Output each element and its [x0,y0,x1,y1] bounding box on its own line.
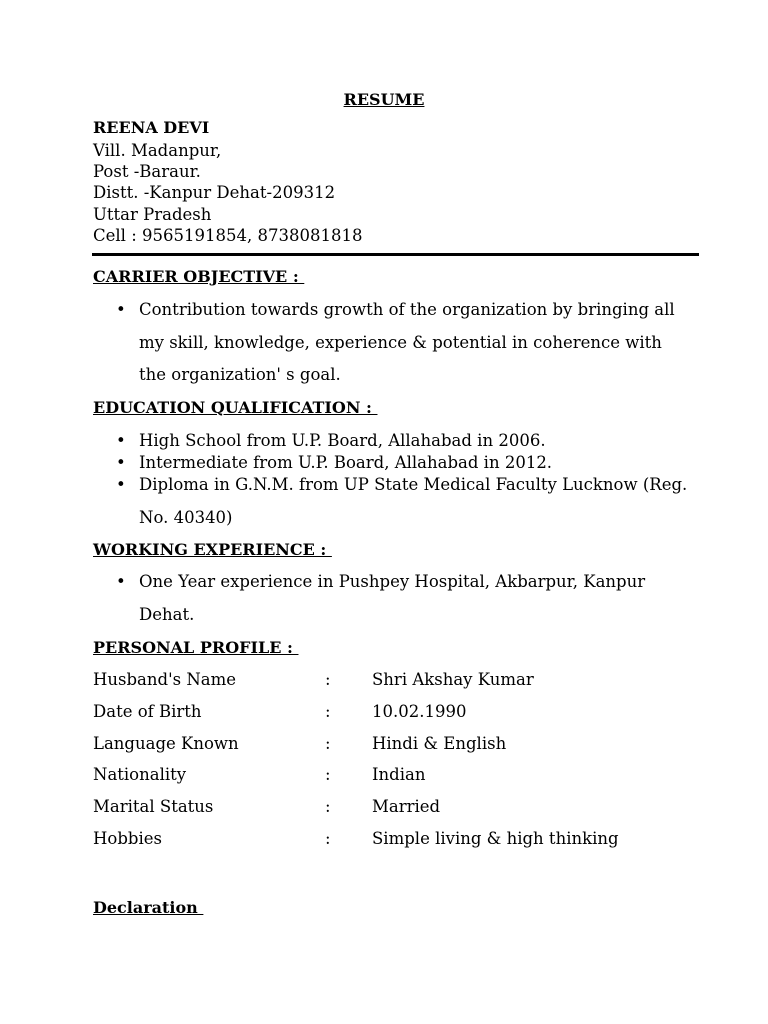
profile-value: 10.02.1990 [372,701,467,721]
document-title: RESUME [343,90,425,109]
contact-line: Cell : 9565191854, 8738081818 [93,225,363,245]
list-item: • Diploma in G.N.M. from UP State Medical Faculty Lucknow (Reg. No. 40340) [93,469,689,534]
experience-heading: WORKING EXPERIENCE : [93,540,332,559]
education-heading: EDUCATION QUALIFICATION : [93,398,378,417]
objective-list [93,294,683,392]
list-item: • Intermediate from U.P. Board, Allahabad in 2012. [93,452,689,474]
profile-value: Hindi & English [372,733,507,753]
education-list [93,430,689,534]
profile-label: Nationality [93,765,187,785]
list-item: • High School from U.P. Board, Allahabad in 2006. [93,430,689,452]
profile-heading: PERSONAL PROFILE : [93,638,299,657]
list-item: • One Year experience in Pushpey Hospital, Akbarpur, Kanpur Dehat. [93,566,663,631]
list-item: • Contribution towards growth of the organization by bringing all my skill, knowledge, experience & potential in coherence with the organization' s goal. [93,294,683,392]
profile-label: Language Known [93,733,239,753]
profile-label: Marital Status [93,797,214,817]
profile-separator: : [325,797,331,817]
profile-value: Indian [372,765,426,785]
profile-label: Husband's Name [93,670,237,689]
profile-separator: : [325,765,331,785]
declaration-heading: Declaration [93,898,204,917]
profile-label: Hobbies [93,828,162,848]
profile-value: Simple living & high thinking [372,828,619,848]
candidate-name: REENA DEVI [93,118,210,137]
address-line: Distt. -Kanpur Dehat-209312 [93,183,336,203]
address-line: Uttar Pradesh [93,204,212,224]
address-block [93,140,362,246]
profile-value: Married [372,797,441,817]
experience-list [93,566,663,631]
profile-separator: : [325,828,331,848]
profile-value: Shri Akshay Kumar [372,670,534,689]
address-line: Post -Baraur. [93,162,201,182]
objective-heading: CARRIER OBJECTIVE : [93,267,305,286]
horizontal-divider [92,253,699,256]
profile-separator: : [325,670,331,689]
profile-label: Date of Birth [93,701,202,721]
address-line: Vill. Madanpur, [93,141,222,160]
profile-separator: : [325,733,331,753]
profile-separator: : [325,701,331,721]
